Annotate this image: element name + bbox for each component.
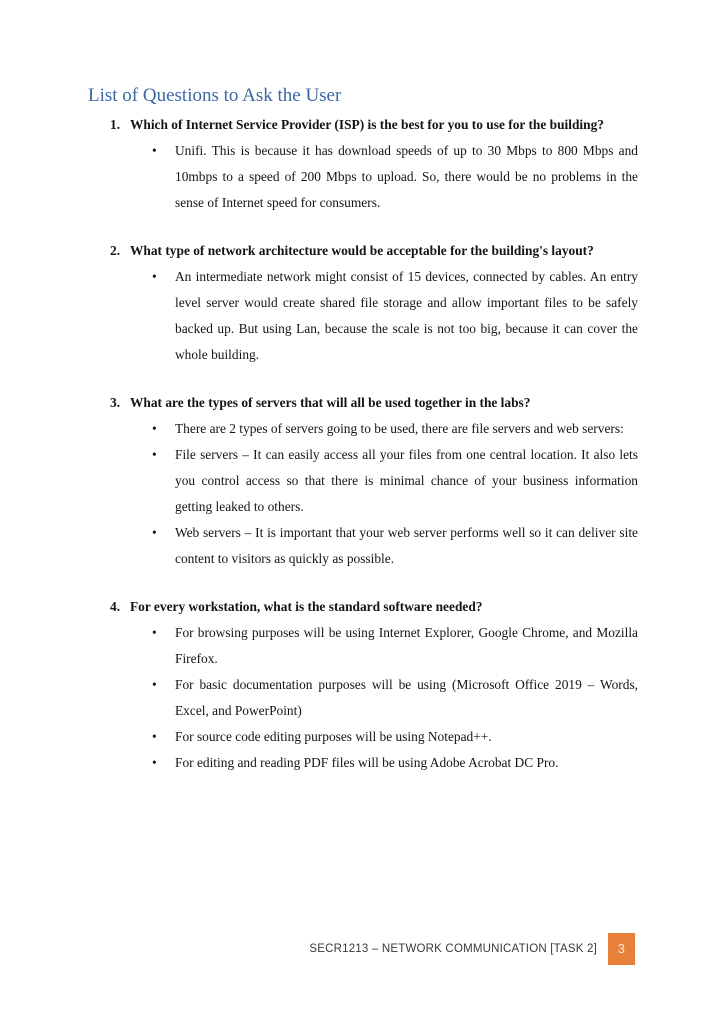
question-number: 1. (110, 117, 121, 132)
page-number-badge: 3 (608, 933, 635, 965)
question-text: For every workstation, what is the standard software needed? (130, 599, 483, 614)
question-heading (110, 390, 638, 416)
question-heading (110, 238, 638, 264)
question-text: What are the types of servers that will all be used together in the labs? (130, 395, 531, 410)
bullet-list (110, 416, 638, 572)
bullet-marker: • (152, 143, 157, 158)
bullet-list (110, 620, 638, 776)
question-number: 4. (110, 599, 121, 614)
bullet-marker: • (152, 269, 157, 284)
bullet-marker: • (152, 447, 157, 462)
bullet-item (110, 750, 638, 776)
bullet-list (110, 138, 638, 216)
bullet-text: File servers – It can easily access all your files from one central location. It also lets you control access so that there is minimal chance of your business information getting leaked to others. (175, 447, 638, 514)
bullet-item (110, 520, 638, 572)
question-text: Which of Internet Service Provider (ISP) is the best for you to use for the building? (130, 117, 604, 132)
question-block (110, 390, 638, 572)
bullet-item (110, 416, 638, 442)
question-block (110, 238, 638, 368)
bullet-item (110, 442, 638, 520)
bullet-list (110, 264, 638, 368)
question-block (110, 594, 638, 776)
bullet-marker: • (152, 525, 157, 540)
bullet-text: For source code editing purposes will be using Notepad++. (175, 729, 492, 744)
page-footer (309, 933, 635, 965)
footer-text: SECR1213 – NETWORK COMMUNICATION [TASK 2] (309, 943, 597, 955)
page-title: List of Questions to Ask the User (88, 85, 342, 106)
bullet-text: There are 2 types of servers going to be used, there are file servers and web servers: (175, 421, 624, 436)
bullet-text: An intermediate network might consist of 15 devices, connected by cables. An entry level server would create shared file storage and allow important files to be safely backed up. But using Lan, because the scale is not too big, because it can cover the whole building. (175, 269, 638, 362)
bullet-item (110, 724, 638, 750)
bullet-item (110, 620, 638, 672)
bullet-marker: • (152, 677, 157, 692)
question-number: 2. (110, 243, 121, 258)
bullet-text: For editing and reading PDF files will be using Adobe Acrobat DC Pro. (175, 755, 559, 770)
question-heading (110, 112, 638, 138)
bullet-text: For browsing purposes will be using Internet Explorer, Google Chrome, and Mozilla Firefox. (175, 625, 638, 666)
bullet-text: Unifi. This is because it has download speeds of up to 30 Mbps to 800 Mbps and 10mbps to a speed of 200 Mbps to upload. So, there would be no problems in the sense of Internet speed for consumers. (175, 143, 638, 210)
bullet-text: Web servers – It is important that your web server performs well so it can deliver site content to visitors as quickly as possible. (175, 525, 638, 566)
bullet-item (110, 138, 638, 216)
question-text: What type of network architecture would be acceptable for the building's layout? (130, 243, 594, 258)
question-block (110, 112, 638, 216)
question-heading (110, 594, 638, 620)
bullet-item (110, 672, 638, 724)
bullet-text: For basic documentation purposes will be using (Microsoft Office 2019 – Words, Excel, and PowerPoint) (175, 677, 638, 718)
bullet-item (110, 264, 638, 368)
bullet-marker: • (152, 625, 157, 640)
question-number: 3. (110, 395, 121, 410)
bullet-marker: • (152, 729, 157, 744)
question-list (0, 112, 724, 776)
bullet-marker: • (152, 755, 157, 770)
bullet-marker: • (152, 421, 157, 436)
